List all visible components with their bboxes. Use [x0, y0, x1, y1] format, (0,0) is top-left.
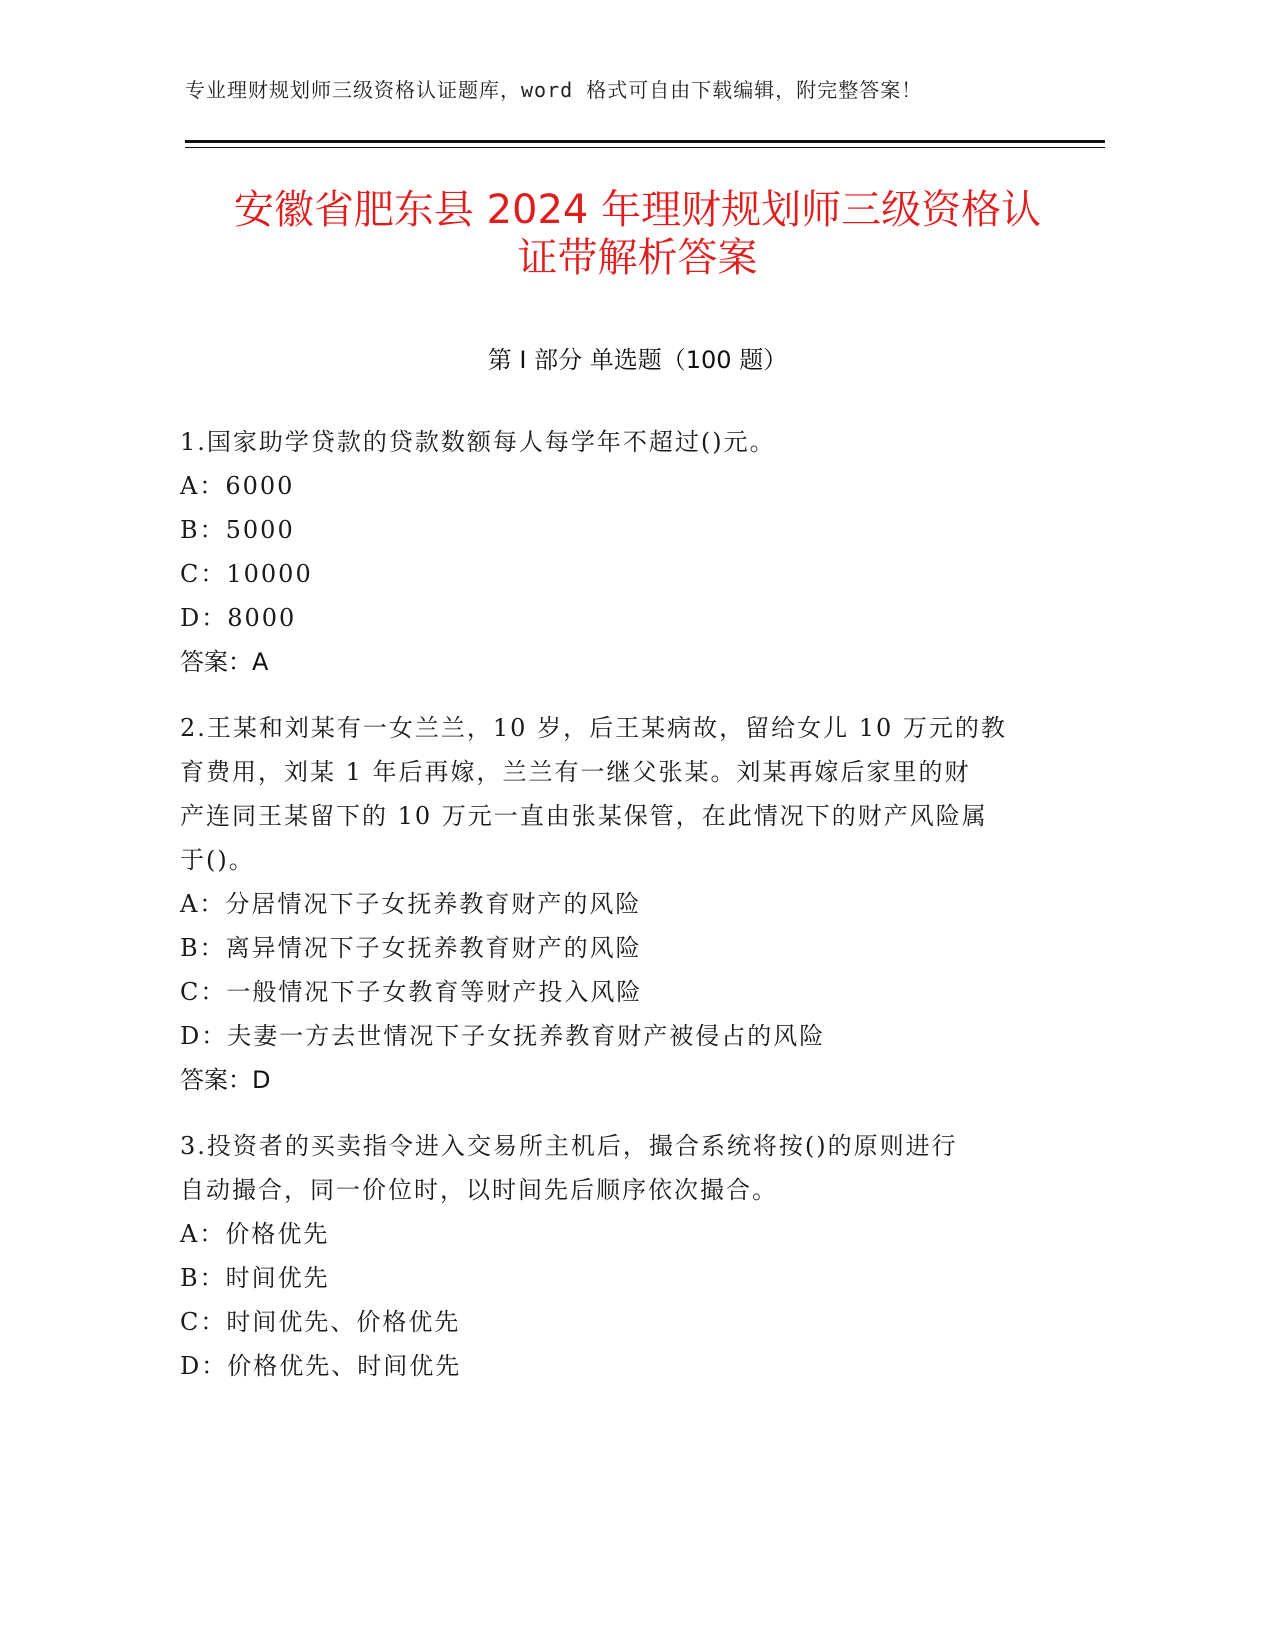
- question-list: [180, 420, 1040, 1410]
- question-2: [180, 706, 1040, 1102]
- document-title: [185, 186, 1090, 282]
- option-letter: A：: [180, 472, 226, 500]
- option-text: 价格优先、时间优先: [227, 1352, 462, 1380]
- option-letter: B：: [180, 516, 226, 544]
- option-letter: B：: [180, 1264, 226, 1292]
- question-3-stem-line-1: 3.投资者的买卖指令进入交易所主机后，撮合系统将按()的原则进行: [180, 1132, 958, 1160]
- question-3: [180, 1124, 1040, 1388]
- question-3-option-b: [180, 1256, 1040, 1300]
- option-text: 夫妻一方去世情况下子女抚养教育财产被侵占的风险: [227, 1022, 826, 1050]
- option-text: 分居情况下子女抚养教育财产的风险: [225, 890, 642, 918]
- question-3-option-d: [180, 1344, 1040, 1388]
- document-title-line-1: 安徽省肥东县 2024 年理财规划师三级资格认: [233, 187, 1042, 233]
- question-2-answer: 答案：D: [180, 1066, 271, 1094]
- option-letter: C：: [180, 1308, 227, 1336]
- question-1-stem: 1.国家助学贷款的贷款数额每人每学年不超过()元。: [180, 428, 776, 456]
- question-2-stem-line-3: 产连同王某留下的 10 万元一直由张某保管，在此情况下的财产风险属: [180, 802, 988, 830]
- option-text: 价格优先: [225, 1220, 330, 1248]
- question-2-option-a: [180, 882, 1040, 926]
- option-letter: C：: [180, 560, 227, 588]
- question-1-option-c: [180, 552, 1040, 596]
- header-divider-thick: [185, 140, 1105, 143]
- option-letter: D：: [180, 604, 228, 632]
- option-text: 离异情况下子女抚养教育财产的风险: [225, 934, 642, 962]
- question-2-option-b: [180, 926, 1040, 970]
- header-divider-thin: [185, 147, 1105, 148]
- option-letter: D：: [180, 1352, 228, 1380]
- option-text: 时间优先: [225, 1264, 330, 1292]
- question-2-stem-line-2: 育费用，刘某 1 年后再嫁，兰兰有一继父张某。刘某再嫁后家里的财: [180, 758, 971, 786]
- question-2-option-c: [180, 970, 1040, 1014]
- question-1-option-b: [180, 508, 1040, 552]
- option-text: 6000: [225, 472, 295, 500]
- question-1-option-a: [180, 464, 1040, 508]
- question-3-option-a: [180, 1212, 1040, 1256]
- question-2-stem-line-1: 2.王某和刘某有一女兰兰，10 岁，后王某病故，留给女儿 10 万元的教: [180, 714, 1007, 742]
- question-1-option-d: [180, 596, 1040, 640]
- question-2-option-d: [180, 1014, 1040, 1058]
- question-1: [180, 420, 1040, 684]
- option-text: 5000: [225, 516, 295, 544]
- option-letter: C：: [180, 978, 227, 1006]
- question-1-answer: 答案：A: [180, 648, 269, 676]
- option-text: 10000: [226, 560, 313, 588]
- option-letter: A：: [180, 1220, 226, 1248]
- header-note: 专业理财规划师三级资格认证题库，word 格式可自由下载编辑，附完整答案！: [185, 78, 923, 102]
- question-3-stem-line-2: 自动撮合，同一价位时，以时间先后顺序依次撮合。: [180, 1176, 778, 1204]
- option-letter: A：: [180, 890, 226, 918]
- section-title: 第 I 部分 单选题（100 题）: [487, 346, 788, 374]
- option-text: 一般情况下子女教育等财产投入风险: [226, 978, 643, 1006]
- option-letter: D：: [180, 1022, 228, 1050]
- option-text: 8000: [227, 604, 297, 632]
- option-text: 时间优先、价格优先: [226, 1308, 461, 1336]
- option-letter: B：: [180, 934, 226, 962]
- question-2-stem-line-4: 于()。: [180, 846, 255, 874]
- question-3-option-c: [180, 1300, 1040, 1344]
- document-title-line-2: 证带解析答案: [517, 235, 758, 281]
